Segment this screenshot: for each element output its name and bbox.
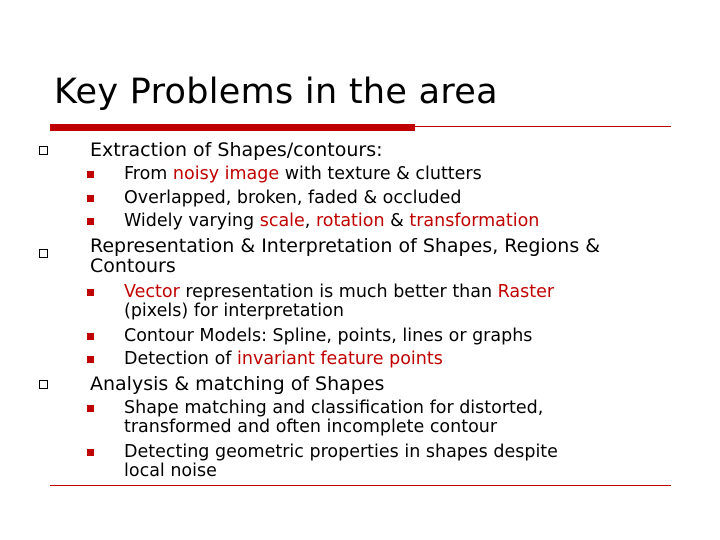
title-underline-thin bbox=[415, 126, 671, 127]
section-heading: Analysis & matching of Shapes bbox=[90, 373, 385, 395]
section-heading-line: Representation & Interpretation of Shapes, Regions & bbox=[90, 235, 601, 257]
list-item: Contour Models: Spline, points, lines or graphs bbox=[124, 327, 532, 346]
filled-square-icon bbox=[87, 405, 94, 412]
filled-square-icon bbox=[87, 218, 94, 225]
filled-square-icon bbox=[87, 356, 94, 363]
list-item: Shape matching and classification for distorted, transformed and often incomplete contour bbox=[124, 399, 543, 437]
section-heading-line: Contours bbox=[90, 255, 176, 277]
filled-square-icon bbox=[87, 333, 94, 340]
page-title: Key Problems in the area bbox=[54, 72, 498, 112]
highlight-text: noisy image bbox=[172, 164, 280, 184]
title-underline-thick bbox=[50, 124, 415, 131]
bottom-divider bbox=[50, 485, 671, 486]
filled-square-icon bbox=[87, 195, 94, 202]
list-item: Detecting geometric properties in shapes despite local noise bbox=[124, 443, 558, 481]
hollow-square-icon bbox=[39, 146, 48, 155]
highlight-text: invariant feature points bbox=[237, 349, 443, 369]
filled-square-icon bbox=[87, 449, 94, 456]
list-item: Detection of invariant feature points bbox=[124, 350, 443, 369]
highlight-text: transformation bbox=[409, 211, 540, 231]
hollow-square-icon bbox=[39, 380, 48, 389]
hollow-square-icon bbox=[39, 249, 48, 258]
highlight-text: Raster bbox=[497, 282, 555, 302]
section-extraction bbox=[90, 140, 680, 160]
filled-square-icon bbox=[87, 171, 94, 178]
highlight-text: scale bbox=[259, 211, 305, 231]
section-representation bbox=[90, 236, 680, 276]
filled-square-icon bbox=[87, 289, 94, 296]
section-analysis bbox=[90, 374, 680, 394]
list-item: Overlapped, broken, faded & occluded bbox=[124, 189, 462, 208]
highlight-text: rotation bbox=[315, 211, 385, 231]
list-item: From noisy image with texture & clutters bbox=[124, 165, 482, 184]
highlight-text: Vector bbox=[124, 282, 180, 302]
section-heading: Extraction of Shapes/contours: bbox=[90, 139, 383, 161]
list-item: Widely varying scale, rotation & transformation bbox=[124, 212, 539, 231]
list-item: Vector representation is much better than Raster (pixels) for interpretation bbox=[124, 283, 554, 321]
